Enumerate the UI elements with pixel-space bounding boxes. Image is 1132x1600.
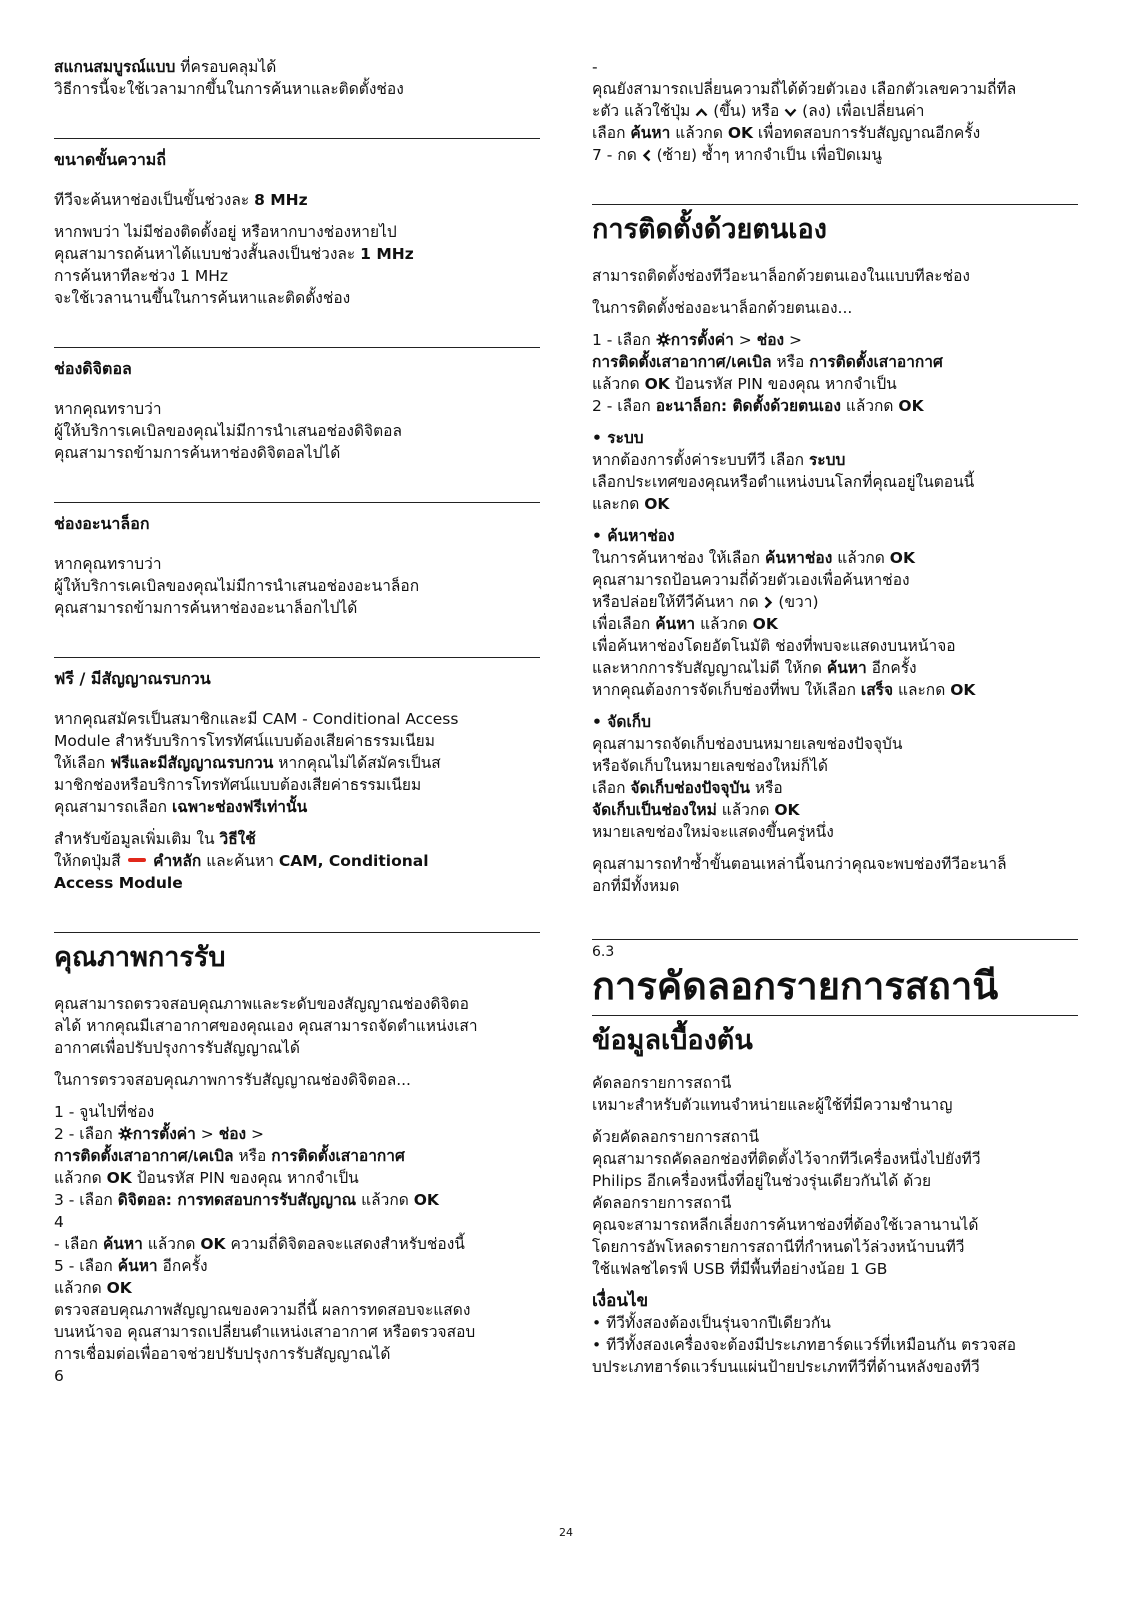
conditions-section: เงื่อนไข • ทีวีทั้งสองต้องเป็นรุ่นจากปีเดียวกัน • ทีวีทั้งสองเครื่องจะต้องมีประเภทฮาร์ดแวร์ที่เหมือนกัน ตรวจสอ บประเภทฮาร์ดแวร์บนแผ่นป้ายประเภททีวีที่ด้านหลังของทีวี bbox=[592, 1291, 1017, 1376]
right-column bbox=[592, 56, 1078, 1388]
analogue-paragraph: หากคุณทราบว่า ผู้ให้บริการเคเบิลของคุณไม่มีการนำเสนอช่องอะนาล็อก คุณสามารถข้ามการค้นหาช่องอะนาล็อกไปได้ bbox=[54, 555, 420, 617]
intro-heading: ข้อมูลเบื้องต้น bbox=[592, 1025, 753, 1056]
step-size-heading: ขนาดขั้นความถี่ bbox=[54, 150, 167, 169]
section-number: 6.3 bbox=[592, 944, 615, 960]
divider bbox=[592, 204, 1078, 205]
chevron-left-icon bbox=[642, 149, 652, 162]
find-channel-section: • ค้นหาช่อง ในการค้นหาช่อง ให้เลือก ค้นหาช่อง แล้วกด OK คุณสามารถป้อนความถี่ด้วยตัวเองเพื่อค้นหาช่อง หรือปล่อยให้ทีวีค้นหา กด (ขวา) เพื่อเลือก ค้นหา แล้วกด OK เพื่อค้นหาช่องโดยอัตโนมัติ ช่องที่พบจะแสดงบนหน้าจอ และหากการรับสัญญาณไม่ดี ให้กด ค้นหา อีกครั้ง หากคุณต้องการจัดเก็บช่องที่พบ ให้เลือก เสร็จ และกด OK bbox=[592, 527, 976, 699]
copy-p2: ด้วยคัดลอกรายการสถานี คุณสามารถคัดลอกช่องที่ติดตั้งไว้จากทีวีเครื่องหนึ่งไปยังทีวี Philips อีกเครื่องหนึ่งที่อยู่ในช่วงรุ่นเดียวกันได้ ด้วย คัดลอกรายการสถานี คุณจะสามารถหลีกเลี่ยงการค้นหาช่องที่ต้องใช้เวลานานได้ โดยการอัพโหลดรายการสถานีที่กำหนดไว้ล่วงหน้าบนทีวี ใช้แฟลชไดรฟ์ USB ที่มีพื้นที่อย่างน้อย 1 GB bbox=[592, 1128, 981, 1278]
gear-icon bbox=[656, 332, 671, 347]
reception-steps: 1 - จูนไปที่ช่อง 2 - เลือก การตั้งค่า > ช่อง > การติดตั้งเสาอากาศ/เคเบิล หรือ การติดตั้งเสาอากาศ แล้วกด OK ป้อนรหัส PIN ของคุณ หากจำเป็น 3 - เลือก ดิจิตอล: การทดสอบการรับสัญญาณ แล้วกด OK 4 - เลือก ค้นหา แล้วกด OK ความถี่ดิจิตอลจะแสดงสำหรับช่องนี้ 5 - เลือก ค้นหา อีกครั้ง แล้วกด OK ตรวจสอบคุณภาพสัญญาณของความถี่นี้ ผลการทดสอบจะแสดง บนหน้าจอ คุณสามารถเปลี่ยนตำแหน่งเสาอากาศ หรือตรวจสอบ การเชื่อมต่อเพื่ออาจช่วยปรับปรุงการรับสัญญาณได้ 6 bbox=[54, 1103, 476, 1385]
divider bbox=[592, 939, 1078, 940]
manual-p2: ในการติดตั้งช่องอะนาล็อกด้วยตนเอง... bbox=[592, 299, 853, 317]
left-column bbox=[54, 56, 540, 1397]
chevron-right-icon bbox=[763, 596, 773, 609]
digital-heading: ช่องดิจิตอล bbox=[54, 359, 132, 378]
chevron-up-icon bbox=[695, 107, 708, 118]
frequency-continued: - คุณยังสามารถเปลี่ยนความถี่ได้ด้วยตัวเอง เลือกตัวเลขความถี่ทีล ะตัว แล้วใช้ปุ่ม (ขึ้น) หรือ (ลง) เพื่อเปลี่ยนค่า เลือก ค้นหา แล้วกด OK เพื่อทดสอบการรับสัญญาณอีกครั้ง 7 - กด (ซ้าย) ซ้ำๆ หากจำเป็น เพื่อปิดเมนู bbox=[592, 58, 1017, 164]
scrambled-paragraph: หากคุณสมัครเป็นสมาชิกและมี CAM - Conditional Access Module สำหรับบริการโทรทัศน์แบบต้องเสียค่าธรรมเนียม ให้เลือก ฟรีและมีสัญญาณรบกวน หากคุณไม่ได้สมัครเป็นส มาชิกช่องหรือบริการโทรทัศน์แบบต้องเสียค่าธรรมเนียม คุณสามารถเลือก เฉพาะช่องฟรีเท่านั้น bbox=[54, 710, 459, 816]
repeat-note: คุณสามารถทำซ้ำขั้นตอนเหล่านี้จนกว่าคุณจะพบช่องทีวีอะนาล็ อกที่มีทั้งหมด bbox=[592, 855, 1007, 895]
manual-p1: สามารถติดตั้งช่องทีวีอะนาล็อกด้วยตนเองในแบบทีละช่อง bbox=[592, 267, 970, 285]
page-number: 24 bbox=[559, 1526, 573, 1539]
step-size-p2: หากพบว่า ไม่มีช่องติดตั้งอยู่ หรือหากบางช่องหายไป คุณสามารถค้นหาได้แบบช่วงสั้นลงเป็นช่วงละ 1 MHz การค้นหาทีละช่วง 1 MHz จะใช้เวลานานขึ้นในการค้นหาและติดตั้งช่อง bbox=[54, 223, 414, 307]
system-section: • ระบบ หากต้องการตั้งค่าระบบทีวี เลือก ระบบ เลือกประเทศของคุณหรือตำแหน่งบนโลกที่คุณอยู่ในตอนนี้ และกด OK bbox=[592, 429, 975, 513]
step-size-p1: ทีวีจะค้นหาช่องเป็นขั้นช่วงละ 8 MHz bbox=[54, 191, 308, 209]
copy-p1: คัดลอกรายการสถานี เหมาะสำหรับตัวแทนจำหน่ายและผู้ใช้ที่มีความชำนาญ bbox=[592, 1074, 953, 1114]
red-color-key-icon bbox=[128, 858, 146, 862]
gear-icon bbox=[118, 1126, 133, 1141]
reception-intro: คุณสามารถตรวจสอบคุณภาพและระดับของสัญญาณช่องดิจิตอ ลได้ หากคุณมีเสาอากาศของคุณเอง คุณสามารถจัดตำแหน่งเสา อากาศเพื่อปรับปรุงการรับสัญญาณได้ bbox=[54, 995, 478, 1057]
manual-steps: 1 - เลือก การตั้งค่า > ช่อง > การติดตั้งเสาอากาศ/เคเบิล หรือ การติดตั้งเสาอากาศ แล้วกด OK ป้อนรหัส PIN ของคุณ หากจำเป็น 2 - เลือก อะนาล็อก: ติดตั้งด้วยตนเอง แล้วกด OK bbox=[592, 331, 943, 415]
manual-install-heading: การติดตั้งด้วยตนเอง bbox=[592, 214, 827, 245]
scrambled-heading: ฟรี / มีสัญญาณรบกวน bbox=[54, 669, 211, 688]
full-scan-paragraph bbox=[54, 56, 540, 100]
chevron-down-icon bbox=[784, 107, 797, 118]
divider bbox=[592, 1015, 1078, 1016]
reception-p2: ในการตรวจสอบคุณภาพการรับสัญญาณช่องดิจิตอล... bbox=[54, 1071, 411, 1089]
scrambled-more-info: สำหรับข้อมูลเพิ่มเติม ใน วิธีใช้ ให้กดปุ่มสี คำหลัก และค้นหา CAM, Conditional Access Module bbox=[54, 830, 429, 892]
full-scan-title: สแกนสมบูรณ์แบบ bbox=[54, 58, 176, 76]
full-scan-desc: วิธีการนี้จะใช้เวลามากขึ้นในการค้นหาและติดตั้งช่อง bbox=[54, 80, 404, 98]
reception-heading: คุณภาพการรับ bbox=[54, 942, 226, 973]
section-title: การคัดลอกรายการสถานี bbox=[592, 964, 999, 1008]
full-scan-suffix: ที่ครอบคลุมได้ bbox=[175, 58, 277, 76]
digital-paragraph: หากคุณทราบว่า ผู้ให้บริการเคเบิลของคุณไม่มีการนำเสนอช่องดิจิตอล คุณสามารถข้ามการค้นหาช่องดิจิตอลไปได้ bbox=[54, 400, 402, 462]
store-section: • จัดเก็บ คุณสามารถจัดเก็บช่องบนหมายเลขช่องปัจจุบัน หรือจัดเก็บในหมายเลขช่องใหม่ก็ได้ เลือก จัดเก็บช่องปัจจุบัน หรือ จัดเก็บเป็นช่องใหม่ แล้วกด OK หมายเลขช่องใหม่จะแสดงขึ้นครู่หนึ่ง bbox=[592, 713, 903, 841]
divider bbox=[54, 932, 540, 933]
analogue-heading: ช่องอะนาล็อก bbox=[54, 514, 150, 533]
